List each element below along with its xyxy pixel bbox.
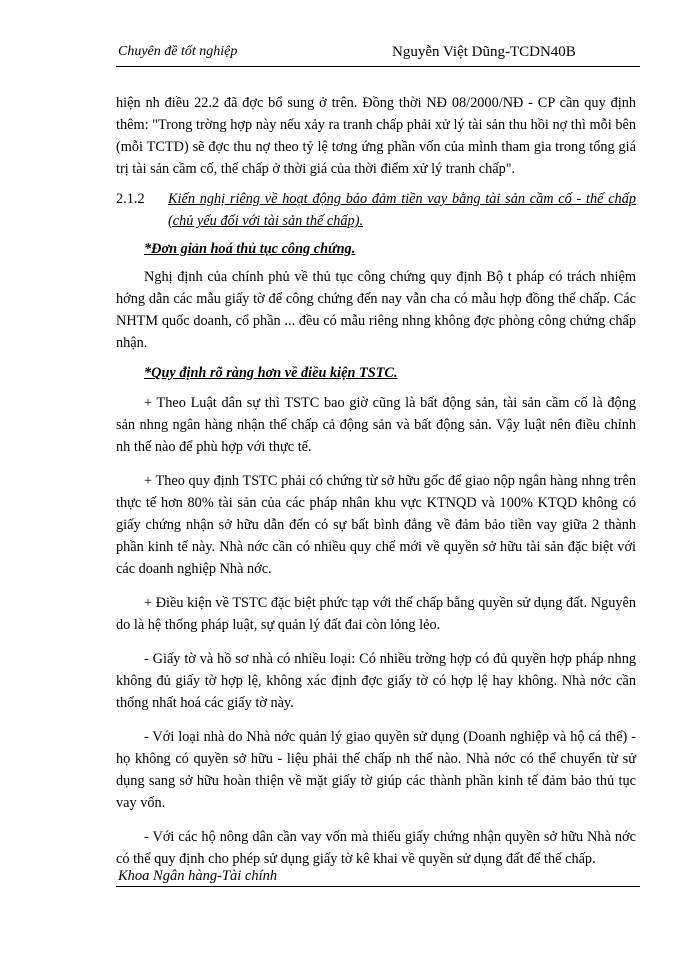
- section-number: 2.1.2: [116, 191, 145, 207]
- subheading-collateral-conditions: *Quy định rõ ràng hơn về điều kiện TSTC.: [144, 365, 398, 381]
- paragraph-civil-law: + Theo Luật dân sự thì TSTC bao giờ cũng là bất động sản, tài sản cầm cố là động sản nhng ngân hàng nhận thế chấp cả động sản và bất động sản. Vậy luật nên điều chỉnh nh thế nào để phù hợp với thực tế.: [116, 395, 636, 455]
- section-heading: [116, 188, 636, 232]
- header-rule: [116, 66, 640, 67]
- paragraph-notarization: Nghị định của chính phủ về thủ tục công chứng quy định Bộ t pháp có trách nhiệm hớng dẫn các mẫu giấy tờ để công chứng đến nay vẫn cha có mẫu hợp đồng thế chấp. Các NHTM quốc doanh, cổ phần ... đều có mẫu riêng nhng không đợc phòng công chứng chấp nhận.: [116, 269, 636, 351]
- footer-rule: [116, 886, 640, 887]
- document-body: [116, 92, 636, 870]
- paragraph-farmer-households: - Với các hộ nông dân cần vay vốn mà thiếu giấy chứng nhận quyền sở hữu Nhà nớc có thể quy định cho phép sử dụng giấy tờ kê khai về quyền sử dụng đất để thế chấp.: [116, 829, 636, 867]
- paragraph-ownership-documents: + Theo quy định TSTC phải có chứng từ sở hữu gốc để giao nộp ngân hàng nhng trên thực tế hơn 80% tài sản của các pháp nhân khu vực KTNQD và 100% KTQD không có giấy chứng nhận sở hữu dẫn đến có sự bất bình đẳng về đảm bảo tiền vay giữa 2 thành phần kinh tế này. Nhà nớc cần có nhiều quy chế mới về quyền sở hữu tài sản đặc biệt với các doanh nghiệp Nhà nớc.: [116, 473, 636, 577]
- header-author: Nguyễn Việt Dũng-TCDN40B: [392, 44, 576, 60]
- header-course-title: Chuyên đề tốt nghiệp: [118, 44, 238, 59]
- section-title: Kiến nghị riêng về hoạt động bảo đảm tiền vay bằng tài sản cầm cố - thế chấp (chủ yếu đối với tài sản thế chấp).: [168, 191, 636, 229]
- footer-faculty: Khoa Ngân hàng-Tài chính: [118, 868, 278, 884]
- paragraph-state-managed-housing: - Với loại nhà do Nhà nớc quản lý giao quyền sử dụng (Doanh nghiệp và hộ cá thể) - họ không có quyền sở hữu - liệu phải thế chấp nh thế nào. Nhà nớc có thể chuyển từ sử dụng sang sở hữu hoàn thiện về mặt giấy tờ giúp các thành phần kinh tế đảm bảo thủ tục vay vốn.: [116, 729, 636, 811]
- intro-paragraph: hiện nh điều 22.2 đã đợc bổ sung ở trên. Đồng thời NĐ 08/2000/NĐ - CP cần quy định thêm: "Trong trờng hợp này nếu xảy ra tranh chấp phải xử lý tài sản thu hồi nợ thì mỗi bên (mỗi TCTD) sẽ đợc thu nợ theo tỷ lệ tơng ứng phần vốn của mình tham gia trong tổng giá trị tài sản cầm cố, thế chấp ở thời giá của thời điểm xử lý tranh chấp".: [116, 95, 636, 177]
- paragraph-housing-papers: - Giấy tờ và hồ sơ nhà có nhiều loại: Có nhiều trờng hợp có đủ quyền hợp pháp nhng không đủ giấy tờ hợp lệ, không xác định đợc giấy tờ có hợp lệ hay không. Nhà nớc cần thống nhất hoá các giấy tờ này.: [116, 651, 636, 711]
- subheading-notarization: *Đơn giản hoá thủ tục công chứng.: [144, 241, 356, 257]
- paragraph-land-use-rights: + Điều kiện về TSTC đặc biệt phức tạp với thế chấp bằng quyền sử dụng đất. Nguyên do là hệ thống pháp luật, sự quản lý đất đai còn lỏng lẻo.: [116, 595, 636, 633]
